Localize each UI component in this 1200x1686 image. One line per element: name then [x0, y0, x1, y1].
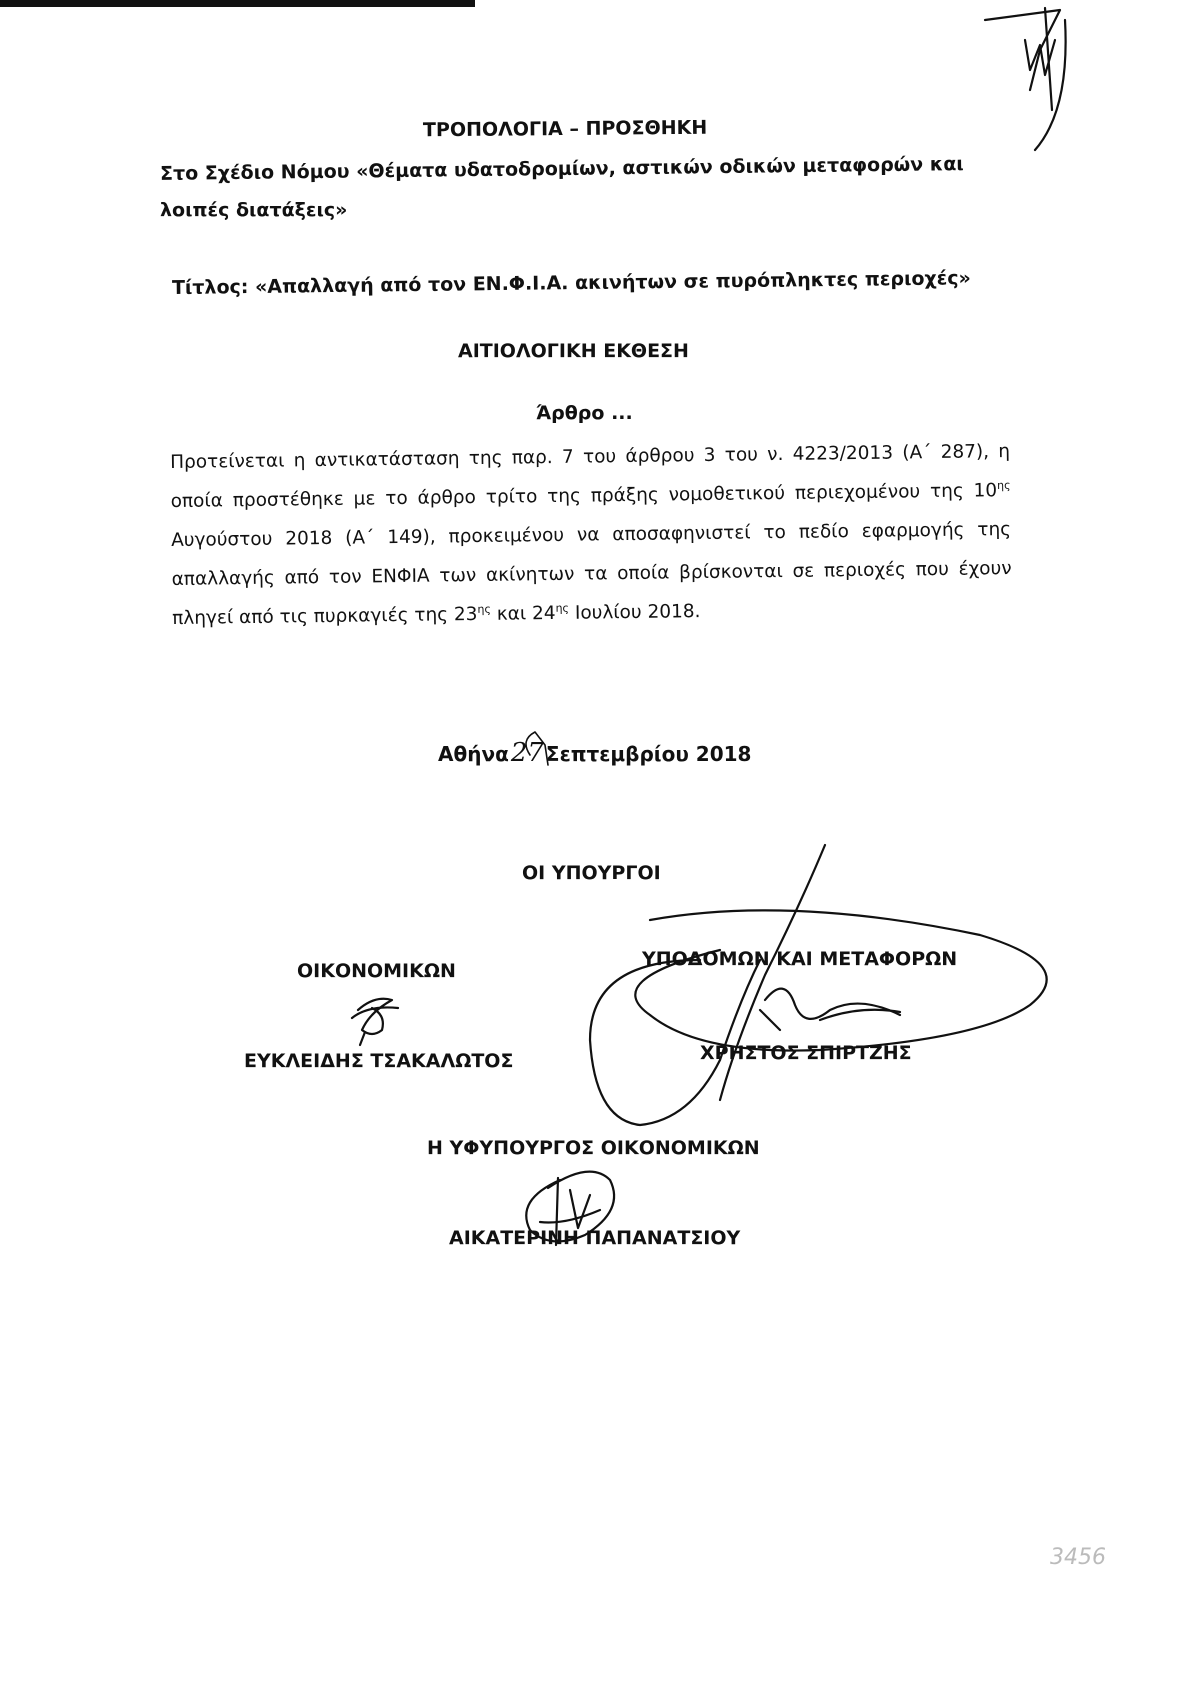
report-heading: ΑΙΤΙΟΛΟΓΙΚΗ ΕΚΘΕΣΗ — [458, 340, 689, 362]
infrastructure-minister-signature — [590, 845, 1047, 1125]
finance-minister-name: ΕΥΚΛΕΙΔΗΣ ΤΣΑΚΑΛΩΤΟΣ — [244, 1050, 514, 1072]
paragraph-line: απαλλαγής από τον ΕΝΦΙΑ των ακίνητων τα οποία βρίσκονται σε περιοχές που έχουν — [171, 557, 1012, 590]
ordinal-suffix: ης — [555, 601, 570, 615]
paragraph-text: πληγεί από τις πυρκαγιές της 23 — [172, 603, 478, 629]
amendment-heading: ΤΡΟΠΟΛΟΓΙΑ – ΠΡΟΣΘΗΚΗ — [422, 116, 708, 142]
finance-minister-signature — [352, 999, 398, 1045]
date-month-year: Σεπτεμβρίου 2018 — [545, 742, 752, 766]
initials-mark-top-right — [985, 8, 1066, 150]
infrastructure-ministry-label: ΥΠΟΔΟΜΩΝ ΚΑΙ ΜΕΤΑΦΟΡΩΝ — [642, 948, 958, 970]
bill-title-line1: Στο Σχέδιο Νόμου «Θέματα υδατοδρομίων, αστικών οδικών μεταφορών και — [159, 153, 964, 185]
ordinal-suffix: ης — [477, 602, 491, 616]
date-day-stroke — [526, 732, 548, 765]
paragraph-text: και 24 — [490, 602, 556, 625]
ministers-heading: ΟΙ ΥΠΟΥΡΓΟΙ — [522, 862, 661, 884]
paragraph-line: Αυγούστου 2018 (Α΄ 149), προκειμένου να αποσαφηνιστεί το πεδίο εφαρμογής της — [171, 518, 1012, 551]
deputy-minister-signature — [526, 1172, 614, 1245]
date-day-handwritten: 27 — [510, 738, 544, 768]
article-heading: Άρθρο ... — [536, 402, 633, 424]
paragraph-line: Προτείνεται η αντικατάσταση της παρ. 7 του άρθρου 3 του ν. 4223/2013 (Α΄ 287), η — [170, 441, 1011, 473]
paragraph-text: Ιουλίου 2018. — [568, 601, 701, 624]
ordinal-suffix: ης — [996, 478, 1011, 493]
deputy-minister-name: ΑΙΚΑΤΕΡΙΝΗ ΠΑΠΑΝΑΤΣΙΟΥ — [449, 1227, 741, 1249]
paragraph-text: οποία προστέθηκε με το άρθρο τρίτο της πράξης νομοθετικού περιεχομένου της 10 — [170, 480, 998, 512]
finance-ministry-label: ΟΙΚΟΝΟΜΙΚΩΝ — [297, 960, 456, 982]
infrastructure-minister-name: ΧΡΗΣΤΟΣ ΣΠΙΡΤΖΗΣ — [700, 1042, 912, 1064]
page-number-mark: 3456 — [1050, 1545, 1106, 1570]
date-city: Αθήνα — [438, 742, 509, 766]
amendment-title: Τίτλος: «Απαλλαγή από τον ΕΝ.Φ.Ι.Α. ακινήτων σε πυρόπληκτες περιοχές» — [171, 267, 971, 299]
deputy-minister-heading: Η ΥΦΥΠΟΥΡΓΟΣ ΟΙΚΟΝΟΜΙΚΩΝ — [427, 1137, 760, 1159]
bill-title-line2: λοιπές διατάξεις» — [160, 199, 348, 221]
